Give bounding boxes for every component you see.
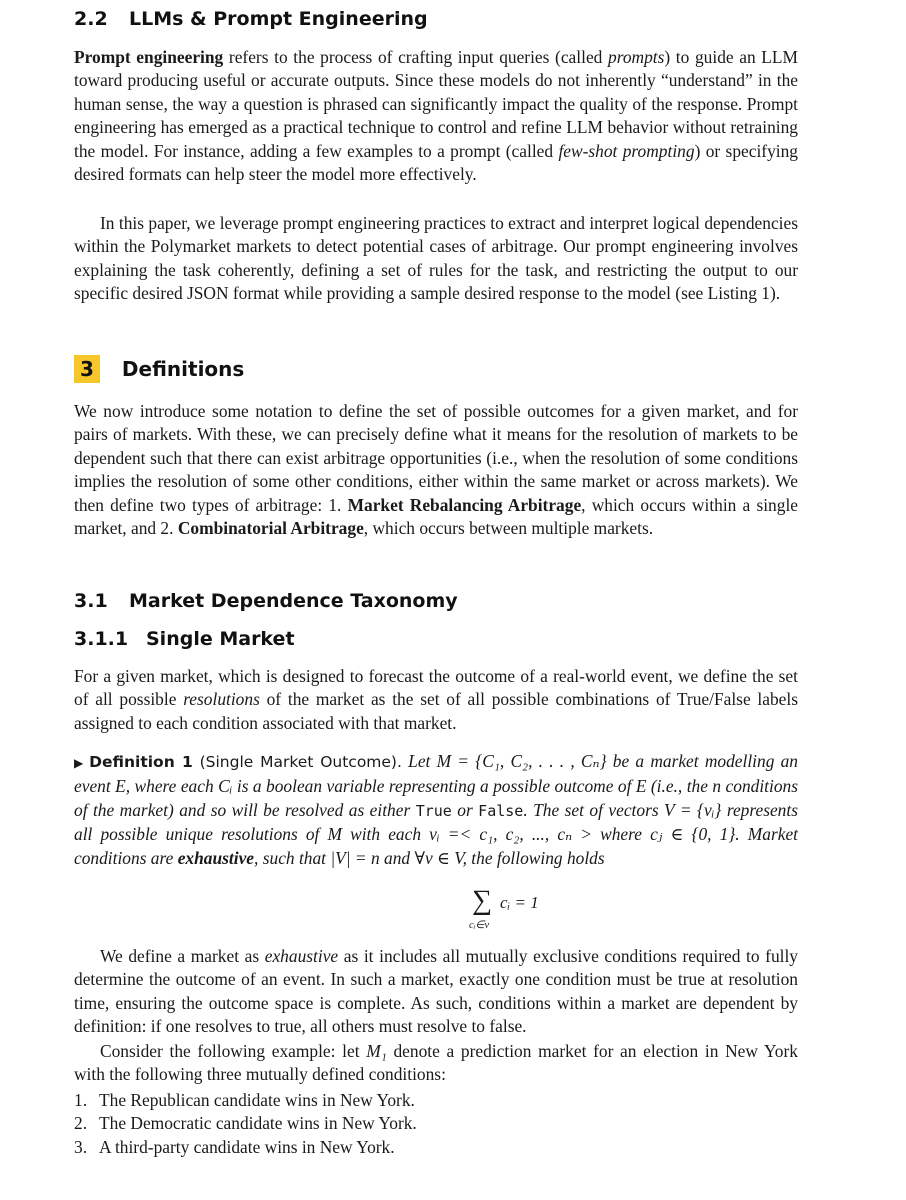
term-resolutions: resolutions xyxy=(183,689,260,710)
text-run: We now introduce some notation to define the set of possible outcomes for a given market, and for pairs of markets. With these, we can precisely define what it means for the resolution of markets to be dependent such that there can exist arbitrage opportunities (i.e., when the resolution of some conditions implies the resolution of some other conditions, either within the same market or across markets). We then define two types of arbitrage: 1. xyxy=(74,401,798,515)
section-title: Market Dependence Taxonomy xyxy=(129,590,458,612)
symbol-m1: M₁ xyxy=(366,1041,387,1061)
section-title: Definitions xyxy=(121,357,245,381)
definition-title: (Single Market Outcome). xyxy=(199,753,402,771)
term-exhaustive-italic: exhaustive xyxy=(264,946,339,966)
conditions-list xyxy=(74,1089,417,1159)
section-title: LLMs & Prompt Engineering xyxy=(129,8,428,30)
text-run: . The set of vectors V = {vᵢ} represents all possible unique resolutions of M with each vᵢ =< c₁, c₂, ..., cₙ > where cⱼ ∈ {0, 1}. Market conditions are xyxy=(74,799,798,868)
list-text: The Democratic candidate wins in New York. xyxy=(99,1113,417,1134)
term-exhaustive: exhaustive xyxy=(177,847,255,868)
term-combinatorial: Combinatorial Arbitrage xyxy=(177,518,364,539)
text-run: as it includes all mutually exclusive conditions required to fully determine the outcome of an event. In such a market, exactly one condition must be true at resolution time, ensuring the outcome space is complete. As such, conditions within a market are dependent by definition: if one resolves to true, all others must resolve to false. xyxy=(74,946,798,1037)
section-number-highlight: 3 xyxy=(74,355,100,383)
text-run: refers to the process of crafting input queries (called xyxy=(223,47,608,67)
list-number: 2. xyxy=(74,1113,88,1134)
section-number: 3.1.1 xyxy=(74,628,129,650)
definition-label: Definition 1 xyxy=(89,753,193,771)
list-number: 3. xyxy=(74,1136,88,1157)
definition-1-block xyxy=(74,750,798,870)
text-run: We define a market as xyxy=(100,946,265,966)
section-number: 2.2 xyxy=(74,8,108,30)
text-run: , such that |V| = n and ∀v ∈ V, the following holds xyxy=(254,847,605,868)
text-run: denote a prediction market for an election in New York with the following three mutually defined conditions: xyxy=(74,1041,798,1085)
exhaustive-market-paragraph xyxy=(74,945,798,1039)
text-run: ) or specifying desired formats can help steer the model more effectively. xyxy=(74,140,798,185)
text-run: , which occurs within a single market, and 2. xyxy=(74,494,798,539)
term-prompt-engineering: Prompt engineering xyxy=(74,47,224,67)
text-run: , which occurs between multiple markets. xyxy=(363,518,654,539)
section-3-1-heading xyxy=(74,590,458,612)
section-2-2-heading xyxy=(74,8,428,30)
keyword-false: False xyxy=(478,801,524,820)
text-run: Let M = {C₁, C₂, . . . , Cₙ} be a market modelling an event E, where each Cᵢ is a boolean variable representing a possible outcome of E (i.e., the n conditions of the market) and so will be resolved as either xyxy=(74,751,798,820)
prompt-engineering-paragraph xyxy=(74,46,798,186)
list-text: A third-party candidate wins in New York. xyxy=(99,1136,395,1157)
definition-lead xyxy=(74,753,402,771)
triangle-marker-icon: ▶ xyxy=(74,756,86,770)
single-market-paragraph xyxy=(74,665,798,735)
term-few-shot: few-shot prompting xyxy=(558,140,695,161)
section-3-1-1-heading xyxy=(74,628,295,650)
formula-subscript: cᵢ∈v xyxy=(469,920,490,931)
paper-approach-paragraph: In this paper, we leverage prompt engineering practices to extract and interpret logical dependencies within the Polymarket markets to detect potential cases of arbitrage. Our prompt engineering involves explaining the task coherently, defining a set of rules for the task, and restricting the output to our specific desired JSON format while providing a sample desired response to the model (see Listing 1). xyxy=(74,213,798,304)
keyword-true: True xyxy=(415,801,452,820)
term-market-rebalancing: Market Rebalancing Arbitrage xyxy=(347,494,582,515)
section-3-heading xyxy=(74,355,244,383)
text-run: For a given market, which is designed to forecast the outcome of a real-world event, we define the set of all possible xyxy=(74,666,798,710)
text-run: Consider the following example: let xyxy=(100,1041,367,1061)
definitions-intro-paragraph xyxy=(74,400,798,540)
list-item xyxy=(74,1089,417,1112)
list-number: 1. xyxy=(74,1090,88,1110)
list-text: The Republican candidate wins in New York. xyxy=(99,1090,415,1110)
section-number: 3.1 xyxy=(74,590,108,612)
text-run: of the market as the set of all possible combinations of True/False labels assigned to each condition associated with that market. xyxy=(74,689,798,733)
text-run: or xyxy=(451,799,479,820)
list-item xyxy=(74,1136,417,1159)
text-run: ) to guide an LLM toward producing useful or accurate outputs. Since these models do not inherently “understand” in the human sense, the way a question is phrased can significantly impact the quality of the response. Prompt engineering has emerged as a practical technique to control and refine LLM behavior without retraining the model. For instance, adding a few examples to a prompt (called xyxy=(74,47,799,161)
formula-expression: cᵢ = 1 xyxy=(500,893,539,912)
term-prompts: prompts xyxy=(608,47,665,67)
example-paragraph xyxy=(74,1040,798,1087)
sigma-symbol: ∑ xyxy=(472,885,492,916)
list-item xyxy=(74,1112,417,1135)
section-title: Single Market xyxy=(146,628,295,650)
